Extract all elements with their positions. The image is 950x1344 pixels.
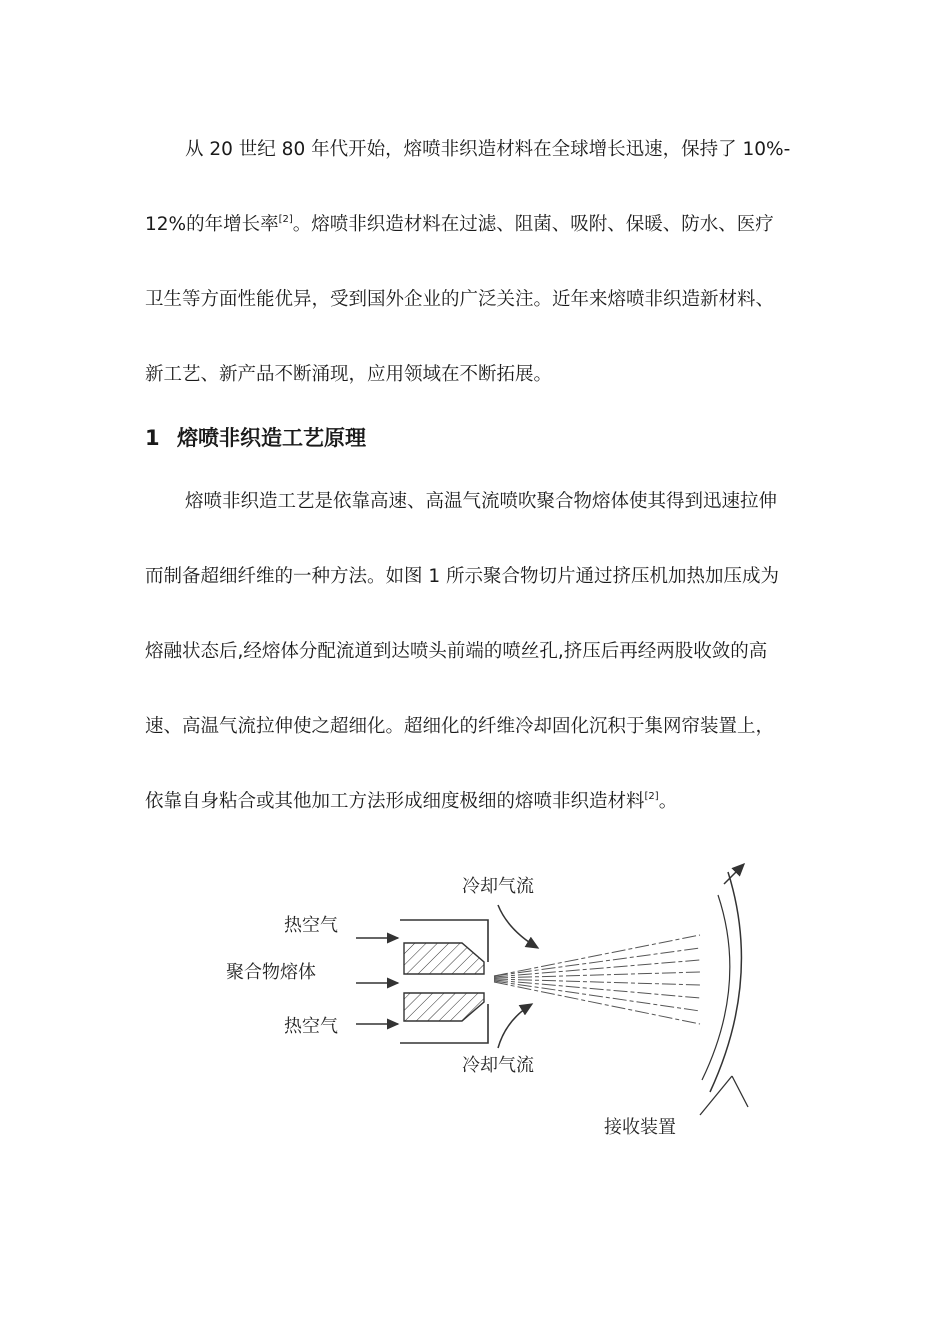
para1-line4 [145,363,805,387]
para1-line2 [145,213,805,237]
para2-line1-text: 熔喷非织造工艺是依靠高速、高温气流喷吹聚合物熔体使其得到迅速拉伸 [185,491,778,512]
collector-support-right [732,1076,748,1107]
collector-support-left [700,1076,732,1115]
para2-line4 [145,715,805,739]
meltblown-process-diagram [0,850,950,1150]
para1-line1-text: 从 20 世纪 80 年代开始，熔喷非织造材料在全球增长迅速，保持了 10%- [185,139,791,160]
label-collector: 接收装置 [604,1117,676,1138]
para2-line5-text-cont: 。 [658,791,678,812]
para1-line1 [185,138,805,162]
para2-line5 [145,790,805,814]
para1-line2-text: 12%的年增长率 [145,214,279,235]
collector-screen [710,872,741,1092]
para1-line4-text: 新工艺、新产品不断涌现，应用领域在不断拓展。 [145,364,553,385]
label-cooling-air-bottom: 冷却气流 [462,1055,534,1076]
die-block-upper [404,943,484,974]
para1-line3 [145,288,805,312]
para2-line3 [145,640,805,664]
die-head-housing [400,920,488,1043]
para2-line4-text: 速、高温气流拉伸使之超细化。超细化的纤维冷却固化沉积于集网帘装置上， [145,716,775,737]
para2-line2 [145,565,805,589]
citation-ref: [2] [278,214,293,225]
citation-ref: [2] [644,791,659,802]
die-block-lower [404,993,484,1021]
para1-line2-text-cont: 。熔喷非织造材料在过滤、阻菌、吸附、保暖、防水、医疗 [292,214,774,235]
label-cooling-air-top: 冷却气流 [462,876,534,897]
cooling-air-top-arrow [498,905,538,948]
para1-line3-text: 卫生等方面性能优异，受到国外企业的广泛关注。近年来熔喷非织造新材料、 [145,289,775,310]
para2-line5-text: 依靠自身粘合或其他加工方法形成细度极细的熔喷非织造材料 [145,791,645,812]
para2-line3-text: 熔融状态后,经熔体分配流道到达喷头前端的喷丝孔,挤压后再经两股收敛的高 [145,641,768,662]
fiber-stream [494,935,700,1024]
section-heading [145,424,366,452]
para2-line2-text: 而制备超细纤维的一种方法。如图 1 所示聚合物切片通过挤压机加热加压成为 [145,566,780,587]
label-hot-air-top: 热空气 [284,915,338,936]
section-number: 1 [145,426,160,450]
label-hot-air-bottom: 热空气 [284,1016,338,1037]
section-title: 熔喷非织造工艺原理 [177,426,366,450]
collector-direction-arrow [724,864,744,884]
label-polymer-melt: 聚合物熔体 [226,962,316,983]
para2-line1 [185,490,805,514]
cooling-air-bottom-arrow [498,1004,532,1048]
